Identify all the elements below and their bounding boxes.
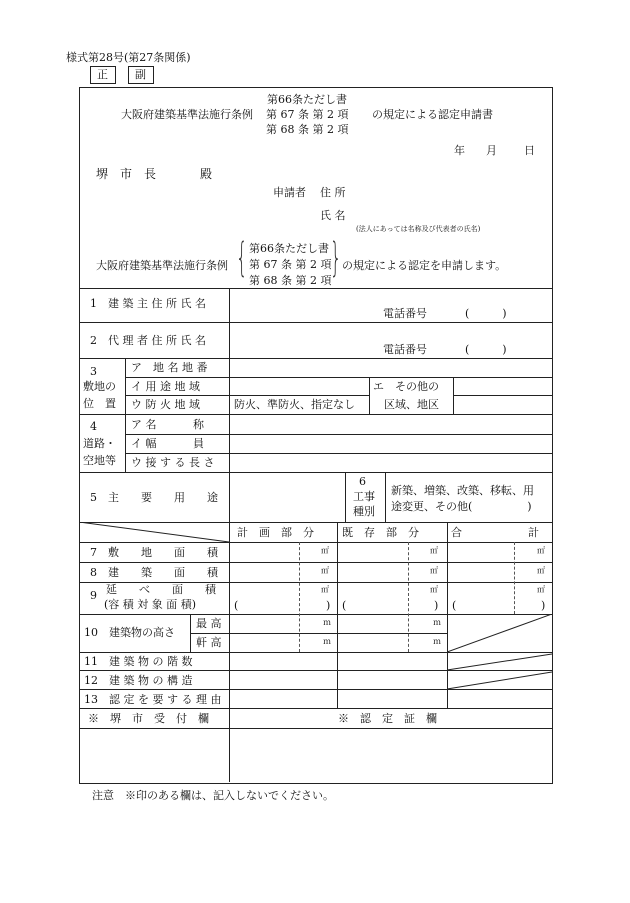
certificate-label: ※ 認 定 証 欄 (338, 712, 437, 725)
row1-label: 1 建 築 主 住 所 氏 名 (90, 297, 206, 310)
row13-label: 13 認 定 を 要 す る 理 由 (84, 693, 222, 706)
row3-other-zone2: 区域、地区 (384, 398, 439, 411)
applicant-corporate-note: (法人にあっては名称及び代表者の氏名) (356, 225, 481, 233)
row4-group-label2: 空地等 (83, 454, 116, 467)
form-id: 様式第28号(第27条関係) (66, 51, 191, 64)
row8-label: 8 建 築 面 積 (90, 566, 218, 579)
row10-max-unit-planned: ｍ (323, 618, 331, 627)
title-article67: 第 67 条 第 2 項 (266, 108, 349, 121)
request-ordinance: 大阪府建築基準法施行条例 (96, 259, 228, 272)
row9-unit-total: ㎡ (537, 585, 545, 594)
footer-note: 注意 ※印のある欄は、記入しないでください。 (92, 789, 334, 802)
addressee-name: 堺 市 長 (96, 167, 157, 181)
row6-work-label2: 種別 (353, 505, 375, 518)
row6-work-options2: 途変更、その他( ) (391, 500, 532, 513)
row7-unit-total: ㎡ (537, 546, 545, 555)
row1-phone-paren: ( ) (465, 307, 507, 320)
row4-road-width: イ 幅 員 (131, 437, 204, 450)
row10-max-unit-existing: ｍ (433, 618, 441, 627)
row2-label: 2 代 理 者 住 所 氏 名 (90, 334, 206, 347)
row4-number: 4 (90, 420, 97, 433)
applicant-label: 申請者 (273, 186, 306, 199)
applicant-name-label: 氏 名 (320, 209, 346, 222)
request-suffix: の規定による認定を申請します。 (342, 259, 507, 272)
title-ordinance: 大阪府建築基準法施行条例 (121, 108, 253, 121)
row3-fire-zone-value: 防火、準防火、指定なし (234, 398, 355, 411)
date-day: 日 (524, 144, 535, 157)
row8-unit-planned: ㎡ (321, 566, 329, 575)
col-existing: 既 存 部 分 (342, 526, 419, 539)
col-planned: 計 画 部 分 (237, 526, 314, 539)
date-month: 月 (486, 144, 497, 157)
row4-road-name: ア 名 称 (131, 418, 204, 431)
title-suffix: の規定による認定申請書 (372, 108, 493, 121)
col-total: 合 計 (451, 526, 539, 539)
row3-lot-number: ア 地 名 地 番 (131, 361, 208, 374)
duplicate-mark: 副 (135, 68, 146, 81)
row10-eave-unit-existing: ｍ (433, 637, 441, 646)
row8-unit-total: ㎡ (537, 566, 545, 575)
title-article68: 第 68 条 第 2 項 (266, 123, 349, 136)
total-diagonals (447, 614, 552, 690)
row4-group-label: 道路・ (83, 437, 116, 450)
row9-label: 延 べ 面 積 (106, 583, 216, 596)
row10-eave-label: 軒 高 (196, 636, 222, 649)
row9-paren-close-planned: ) (326, 599, 331, 612)
applicant-address-label: 住 所 (320, 186, 346, 199)
row7-unit-existing: ㎡ (430, 546, 438, 555)
date-year: 年 (454, 144, 465, 157)
row9-paren-close-existing: ) (434, 599, 439, 612)
row3-group-label2: 位 置 (83, 397, 116, 410)
row7-unit-planned: ㎡ (321, 546, 329, 555)
row3-other-zone: エ その他の (373, 380, 439, 393)
row9-unit-planned: ㎡ (321, 585, 329, 594)
row4-frontage: ウ 接 す る 長 さ (131, 456, 215, 469)
addressee-honorific: 殿 (200, 167, 213, 181)
row9-paren-open-planned: ( (234, 599, 239, 612)
row12-label: 12 建 築 物 の 構 造 (84, 674, 193, 687)
row9-label2: (容 積 対 象 面 積) (104, 598, 197, 611)
row1-phone-label: 電話番号 (383, 307, 427, 320)
row7-label: 7 敷 地 面 積 (90, 546, 218, 559)
row11-label: 11 建 築 物 の 階 数 (84, 655, 193, 668)
title-line1: 第66条ただし書 (267, 93, 347, 106)
row9-paren-open-total: ( (452, 599, 457, 612)
row9-paren-close-total: ) (541, 599, 546, 612)
request-option-68: 第 68 条 第 2 項 (249, 274, 332, 287)
header-diagonal (79, 522, 230, 542)
row6-work-options1: 新築、増築、改築、移転、用 (391, 484, 534, 497)
row8-unit-existing: ㎡ (430, 566, 438, 575)
row10-eave-unit-planned: ｍ (323, 637, 331, 646)
row2-phone-paren: ( ) (465, 343, 507, 356)
request-option-67: 第 67 条 第 2 項 (249, 258, 332, 271)
request-option-66: 第66条ただし書 (249, 242, 329, 255)
row9-number: 9 (90, 589, 97, 602)
original-mark: 正 (97, 68, 108, 81)
row2-phone-label: 電話番号 (383, 343, 427, 356)
row3-group-label: 敷地の (83, 380, 116, 393)
row3-fire-zone: ウ 防 火 地 域 (131, 398, 200, 411)
row9-paren-open-existing: ( (342, 599, 347, 612)
reception-label: ※ 堺 市 受 付 欄 (88, 712, 209, 725)
row6-work-label: 工事 (353, 490, 375, 503)
row6-number: 6 (359, 475, 366, 488)
brace-left: { (236, 235, 248, 281)
row10-max-label: 最 高 (196, 617, 222, 630)
row5-label: 5 主 要 用 途 (90, 491, 218, 504)
row9-unit-existing: ㎡ (430, 585, 438, 594)
row3-number: 3 (90, 365, 97, 378)
row10-label: 10 建築物の高さ (84, 626, 175, 639)
row3-use-zone: イ 用 途 地 域 (131, 380, 200, 393)
brace-right: } (330, 235, 342, 281)
